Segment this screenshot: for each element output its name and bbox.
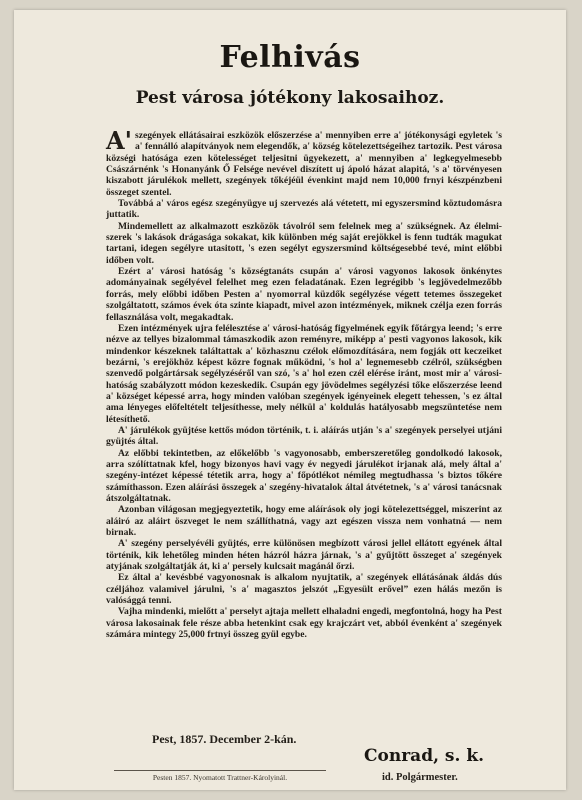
- paragraph: [106, 126, 502, 198]
- paragraph: Az előbbi tekintetben, az előkelőbb 's vagyonosabb, emberszeretőleg gondolkodó lakosok, arra szólíttatnak kfel, hogy bizonyos havi vagy év negyedi járulékot irjanak alá, mely által a' szegény-intézet képessé tétetik arra, hogy a' főpótlékot némileg megtudhassa 's biztos tőkére számíthasson. Ezen aláírási összegek a' szegény-hivatalok által átvétetnek, 's a' városi tanácsnak átszolgáltatnak.: [106, 447, 502, 504]
- paragraph: Ezért a' városi hatóság 's községtanáts csupán a' városi vagyonos lakosok önkénytes adományainak segélyével felelhet meg ezen feladatának. Ezen legrégibb 's legjövedelmezőbb forrás, mely előbbi időben Pesten a' nyomorral küzdők segélyzése végett tetemes összegeket szolgáltatott, számos évek óta szinte kiapadt, mivel azon intézmények, miknek czélja ezen forrás fellasználása volt, megakadtak.: [106, 266, 502, 323]
- poster-sheet: [14, 10, 566, 790]
- dropcap-letter: A': [106, 126, 132, 155]
- paragraph: A' járulékok gyüjtése kettős módon történik, t. i. aláírás utján 's a' szegények perselyei utjáni gyüjtés által.: [106, 424, 502, 448]
- paragraph: Vajha mindenki, mielőtt a' perselyt ajtaja mellett elhaladni engedi, megfontolná, hogy ha Pest városa lakosainak fele része abba hetenkint csak egy krajczárt vet, abból évenként a' szegények számára mintegy 25,000 frtnyi összeg gyül egybe.: [106, 606, 502, 641]
- paragraph: Ez által a' kevésbbé vagyonosnak is alkalom nyujtatik, a' szegények ellátásának áldás dús czéljához valamivel járulni, 's a' magasztos jelszót „Egyesült erővel” ezen hálás mezőn is valósággá tenni.: [106, 572, 502, 607]
- signature: Conrad, s. k.: [364, 746, 485, 766]
- signature-role: id. Polgármester.: [382, 772, 458, 783]
- paragraph: Továbbá a' város egész szegényügye uj szervezés alá vétetett, mi egyszersmind köztudomásra juttatik.: [106, 198, 502, 221]
- printer-divider: [114, 770, 326, 771]
- place-date: Pest, 1857. December 2-kán.: [152, 732, 297, 746]
- poster-subtitle: Pest városa jótékony lakosaihoz.: [135, 88, 445, 108]
- paragraph: Ezen intézmények ujra felélesztése a' városi-hatóság figyelmének egyik főtárgya leend; 's erre nézve az tellyes bizalommal támaszkodik azon reményre, miképp a' pesti vagyonos lakosok, kik mindenkor készeknek találtattak a' közhasznu czélok előmozdítására, nem fogják ott keczeiket bezárni, 's erejökhöz képest közre fognak működni, 's hol a' legnemesebb czélról, szükségben szenvedő polgártársak segélyzéséről van szó, 's a' hol ezen czél elérése iránt, most mir a' városi-hatóság szabályzott módon kezeskedik. Csupán egy jövödelmes segélyzési tőke előszerzése leend a' községet képessé arra, hogy minden valóban szegények igényeinek elegett tehessen, 's ez által ama lényeges előfeltételt teljesíthesse, mely nélkül a' koldulás hatályosabb megszüntetése nem létesíthető.: [106, 322, 502, 425]
- poster-body: [106, 126, 502, 641]
- poster-title: Felhivás: [219, 40, 361, 75]
- paragraph: Azonban világosan megjegyeztetik, hogy eme aláírások oly jogi kötelezettséggel, miszerint az aláiró az aláirt öszveget le nem szállíthatná, vagy azt egészen vissza nem vonhatná — nem birnak.: [106, 504, 502, 539]
- paragraph: A' szegény perselyévéli gyüjtés, erre különösen megbízott városi jellel ellátott egyének által történik, kik lehetőleg minden héten házról házra járnak, 's a' gyűjtött összeget a' szegények atyjának szolgáltatják át, ki a' persely kulcsait magánál őrzi.: [106, 538, 502, 573]
- paragraph-text: szegények ellátásairai eszközök előszerzése a' mennyiben erre a' jótékonysági egyletek 's a' fennálló alapítványok nem elegendők, a' község kötelezettségeihez tartozik. Pest városa községi hatósága ezen kötelességet teljesitni ügyekezett, a' mennyiben a' legkegyelmesebb Császárnénk 's Honanyánk Ő Felsége nevével diszített uj ápoló házat alapitá, 's a' törvényesen kiszabott járulékok mellett, szegények tőkéjéül évenkint majd nem 10,000 frnyi készpénzbeni összeget szentel.: [106, 130, 502, 198]
- printer-imprint: Pesten 1857. Nyomatott Trattner-Károlyinál.: [152, 773, 288, 782]
- paragraph: Mindemellett az alkalmazott eszközök távolról sem felelnek meg a' szükségnek. Az élelmi-szerek 's lakások drágasága sokakat, kik különben még saját erejökkel is fenn tudták magukat tartani, idegen segélyre utasitott, 's ezen segélyt egyszersmind költségesebbé tevé, mint előbbi időben volt.: [106, 220, 502, 266]
